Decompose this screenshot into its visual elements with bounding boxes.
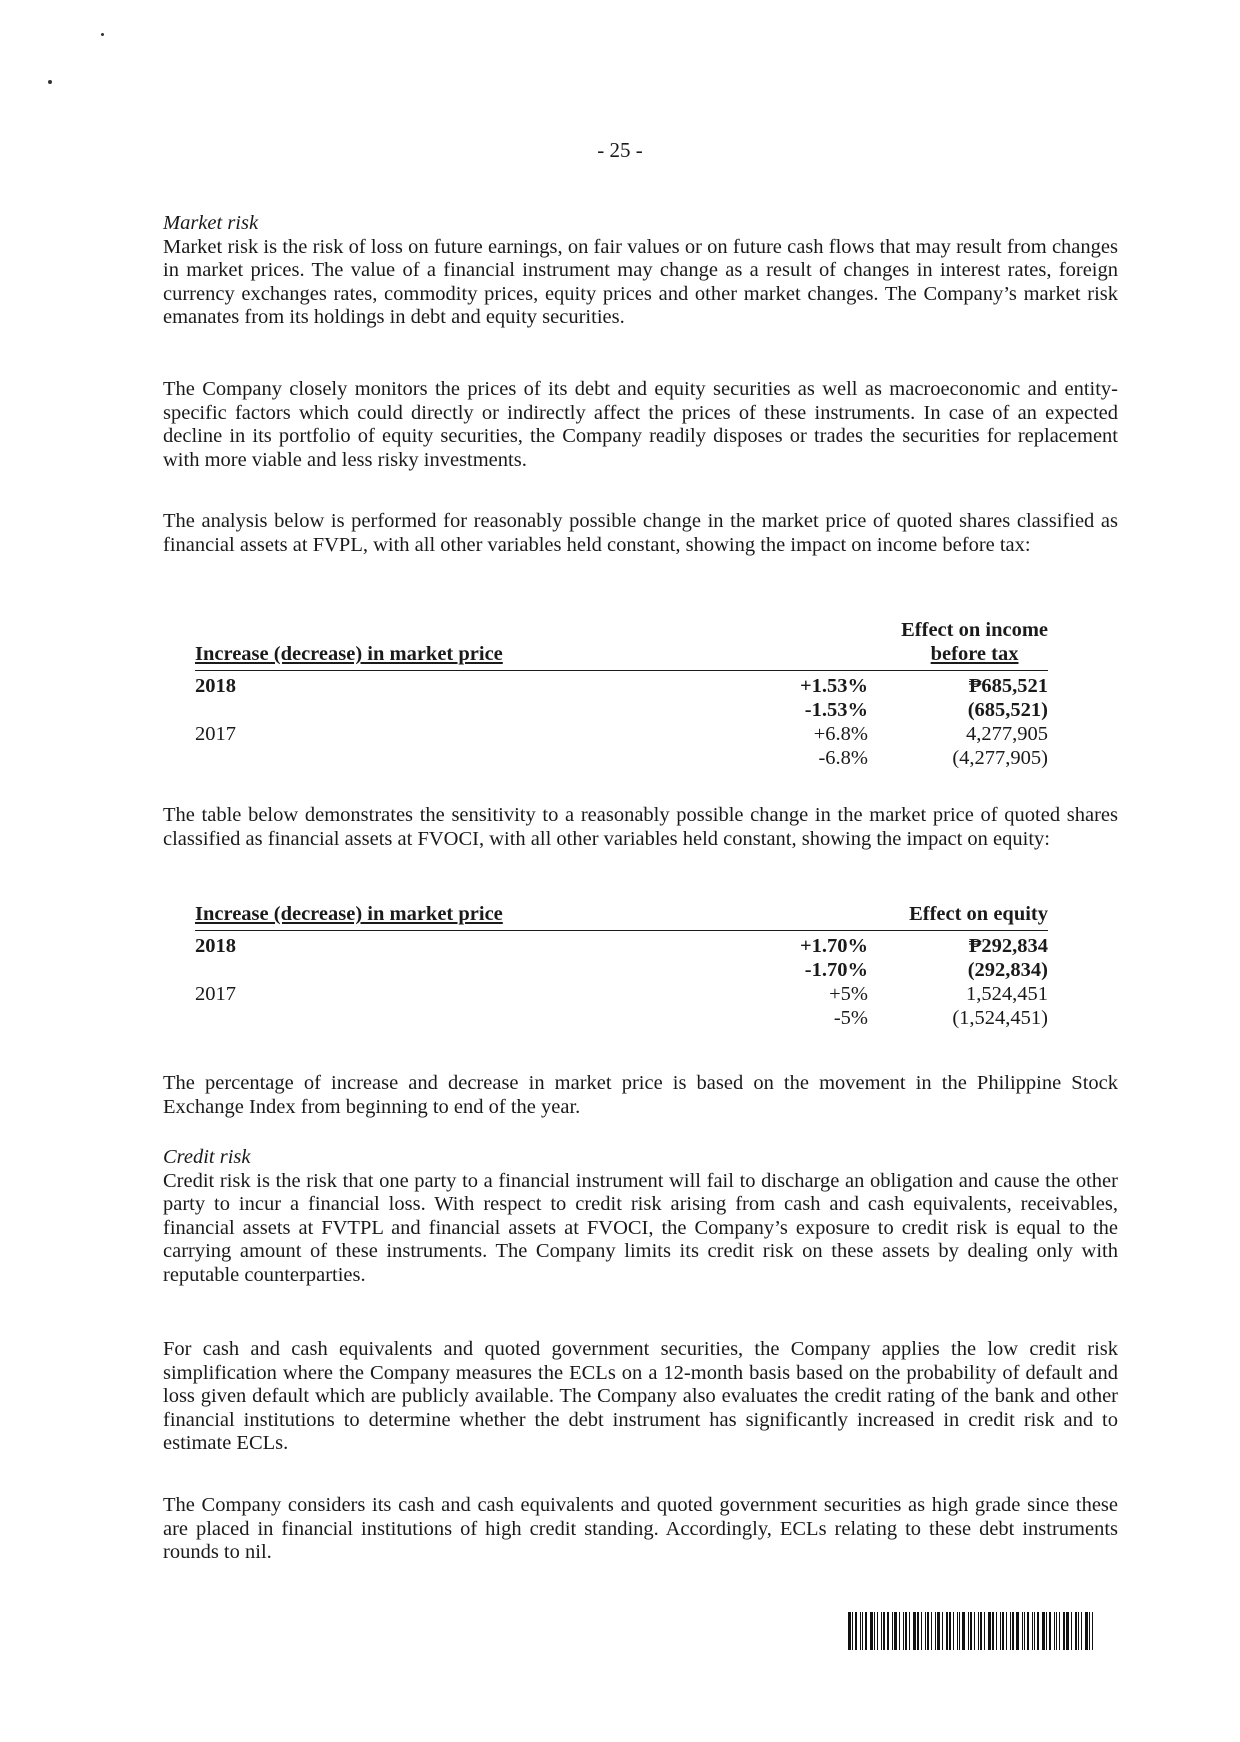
barcode-bar (1010, 1612, 1011, 1650)
barcode-bar (903, 1612, 904, 1650)
table-row (195, 722, 1048, 746)
barcode-bar (877, 1612, 878, 1650)
barcode-bar (909, 1612, 910, 1650)
row-year: 2018 (195, 675, 236, 697)
table-rule (195, 670, 1048, 671)
credit-risk-paragraph-1: Credit risk is the risk that one party to a financial instrument will fail to discharge an obligation and cause the other party to incur a financial loss. With respect to credit risk arising from cash and cash equivalents, receivables, financial assets at FVTPL and financial assets at FVOCI, the Company’s exposure to credit risk is equal to the carrying amount of these instruments. The Company limits its credit risk on these assets by dealing only with reputable counterparties. (163, 1169, 1118, 1286)
barcode-bar (913, 1612, 916, 1650)
table-row (195, 982, 1048, 1006)
barcode-bar (1089, 1612, 1090, 1650)
barcode-bar (953, 1612, 954, 1650)
barcode-bar (848, 1612, 851, 1650)
column-header-price-change: Increase (decrease) in market price (195, 643, 503, 665)
fvoci-intro-paragraph: The table below demonstrates the sensitivity to a reasonably possible change in the market price of quoted shares classified as financial assets at FVOCI, with all other variables held constant, showing the impact on equity: (163, 804, 1118, 850)
row-amount: (4,277,905) (952, 747, 1048, 769)
barcode-bar (1059, 1612, 1060, 1650)
barcode-bar (1000, 1612, 1001, 1650)
barcode-bar (1024, 1612, 1025, 1650)
table-rule (195, 930, 1048, 931)
row-percent: -6.8% (818, 747, 868, 769)
barcode-bar (1027, 1612, 1029, 1650)
page-number: - 25 - (597, 138, 643, 162)
row-amount: (685,521) (967, 699, 1048, 721)
row-percent: +5% (829, 983, 868, 1005)
barcode-bar (921, 1612, 922, 1650)
table-row (195, 746, 1048, 770)
row-percent: -5% (833, 1007, 868, 1029)
barcode-bar (988, 1612, 991, 1650)
barcode-bar (949, 1612, 951, 1650)
table-row (195, 1006, 1048, 1030)
row-percent: +1.53% (799, 675, 868, 697)
credit-risk-paragraph-2: For cash and cash equivalents and quoted government securities, the Company applies the low credit risk simplification where the Company measures the ECLs on a 12-month basis based on the probability of default and loss given default which are publicly available. The Company also evaluates the credit rating of the bank and other financial institutions to determine whether the debt instrument has significantly increased in credit risk and to estimate ECLs. (163, 1338, 1118, 1454)
barcode-bar (1032, 1612, 1033, 1650)
barcode-bar (978, 1612, 979, 1650)
column-header-effect (901, 618, 1048, 666)
barcode-bar (887, 1612, 889, 1650)
barcode-bar (980, 1612, 982, 1650)
barcode-bar (917, 1612, 919, 1650)
row-amount: ₱292,834 (968, 935, 1048, 957)
row-year: 2018 (195, 935, 236, 957)
barcode-bar (1081, 1612, 1082, 1650)
barcode-bar (860, 1612, 861, 1650)
barcode-bar (883, 1612, 885, 1650)
barcode-bar (959, 1612, 960, 1650)
barcode-bar (925, 1612, 926, 1650)
row-percent: +6.8% (813, 723, 868, 745)
barcode-bar (862, 1612, 863, 1650)
table-row (195, 698, 1048, 722)
table-row (195, 934, 1048, 958)
barcode-bar (865, 1612, 867, 1650)
barcode-bar (937, 1612, 940, 1650)
barcode-bar (935, 1612, 936, 1650)
barcode-bar (1002, 1612, 1004, 1650)
barcode-bar (942, 1612, 943, 1650)
barcode-bar (1012, 1612, 1014, 1650)
barcode-bar (974, 1612, 975, 1650)
barcode-bar (1071, 1612, 1072, 1650)
barcode-bar (1042, 1612, 1045, 1650)
barcode-bar (852, 1612, 853, 1650)
barcode-bar (1034, 1612, 1035, 1650)
row-year: 2017 (195, 983, 236, 1005)
market-risk-section (163, 212, 1118, 330)
fvoci-sensitivity-table (195, 890, 1048, 1030)
barcode-bar (881, 1612, 882, 1650)
barcode-bar (899, 1612, 900, 1650)
barcode-bar (1046, 1612, 1047, 1650)
barcode-bar (962, 1612, 965, 1650)
barcode-bar (1006, 1612, 1007, 1650)
barcode-bar (1022, 1612, 1023, 1650)
barcode-bar (1016, 1612, 1019, 1650)
barcode-bar (1037, 1612, 1039, 1650)
column-header-effect-line2: before tax (930, 643, 1019, 665)
barcode-bar (968, 1612, 969, 1650)
barcode-bar (1066, 1612, 1069, 1650)
row-percent: -1.53% (804, 699, 868, 721)
scan-speck (101, 33, 104, 36)
barcode-bar (870, 1612, 873, 1650)
row-amount: ₱685,521 (968, 675, 1048, 697)
credit-risk-paragraph-2-block (163, 1338, 1118, 1456)
barcode-bar (1054, 1612, 1055, 1650)
fvpl-sensitivity-table (195, 618, 1048, 770)
market-risk-paragraph-1: Market risk is the risk of loss on future earnings, on fair values or on future cash flows that may result from changes in market prices. The value of a financial instrument may change as a result of changes in interest rates, foreign currency exchanges rates, commodity prices, equity prices and other market changes. The Company’s market risk emanates from its holdings in debt and equity securities. (163, 235, 1118, 328)
market-risk-paragraph-2-block (163, 378, 1118, 472)
barcode-bar (1075, 1612, 1077, 1650)
market-risk-paragraph-2: The Company closely monitors the prices of its debt and equity securities as well as macroeconomic and entity-specific factors which could directly or indirectly affect the prices of these instruments. In case of an expected decline in its portfolio of equity securities, the Company readily disposes or trades the securities for replacement with more viable and less risky investments. (163, 378, 1118, 471)
barcode-bar (927, 1612, 929, 1650)
barcode-bar (874, 1612, 875, 1650)
scan-speck (48, 80, 52, 84)
market-risk-heading: Market risk (163, 212, 259, 234)
row-amount: (292,834) (967, 959, 1048, 981)
barcode-bar (1078, 1612, 1079, 1650)
barcode-bar (894, 1612, 897, 1650)
row-percent: -1.70% (804, 959, 868, 981)
barcode-bar (1085, 1612, 1088, 1650)
barcode-icon (848, 1612, 1098, 1650)
barcode-bar (957, 1612, 958, 1650)
barcode-bar (996, 1612, 997, 1650)
row-year: 2017 (195, 723, 236, 745)
table-row (195, 958, 1048, 982)
barcode-bar (905, 1612, 907, 1650)
pse-note-block (163, 1072, 1118, 1119)
row-amount: (1,524,451) (952, 1007, 1048, 1029)
pse-note-paragraph: The percentage of increase and decrease in market price is based on the movement in the Philippine Stock Exchange Index from beginning to end of the year. (163, 1072, 1118, 1118)
barcode-bar (931, 1612, 932, 1650)
column-header-price-change: Increase (decrease) in market price (195, 903, 503, 925)
column-header-effect-equity: Effect on equity (909, 903, 1048, 925)
barcode-bar (1056, 1612, 1057, 1650)
credit-risk-paragraph-3: The Company considers its cash and cash equivalents and quoted government securities as high grade since these are placed in financial institutions of high credit standing. Accordingly, ECLs relating to these debt instruments rounds to nil. (163, 1494, 1118, 1563)
barcode-bar (855, 1612, 857, 1650)
column-header-effect-line1: Effect on income (901, 619, 1048, 641)
market-risk-paragraph-3: The analysis below is performed for reasonably possible change in the market price of quoted shares classified as financial assets at FVPL, with all other variables held constant, showing the impact on income before tax: (163, 510, 1118, 556)
barcode-bar (970, 1612, 972, 1650)
barcode-bar (1049, 1612, 1051, 1650)
barcode-bar (1092, 1612, 1093, 1650)
table-row (195, 674, 1048, 698)
barcode-bar (892, 1612, 893, 1650)
row-amount: 1,524,451 (966, 983, 1048, 1005)
credit-risk-paragraph-3-block (163, 1494, 1118, 1565)
market-risk-paragraph-3-block (163, 510, 1118, 557)
barcode-bar (984, 1612, 985, 1650)
row-percent: +1.70% (799, 935, 868, 957)
credit-risk-heading: Credit risk (163, 1146, 251, 1168)
barcode-bar (946, 1612, 948, 1650)
row-amount: 4,277,905 (966, 723, 1048, 745)
fvoci-intro-block (163, 804, 1118, 851)
credit-risk-section (163, 1146, 1118, 1287)
table-header (195, 890, 1048, 930)
table-header (195, 618, 1048, 670)
barcode-bar (1063, 1612, 1065, 1650)
barcode-bar (992, 1612, 994, 1650)
